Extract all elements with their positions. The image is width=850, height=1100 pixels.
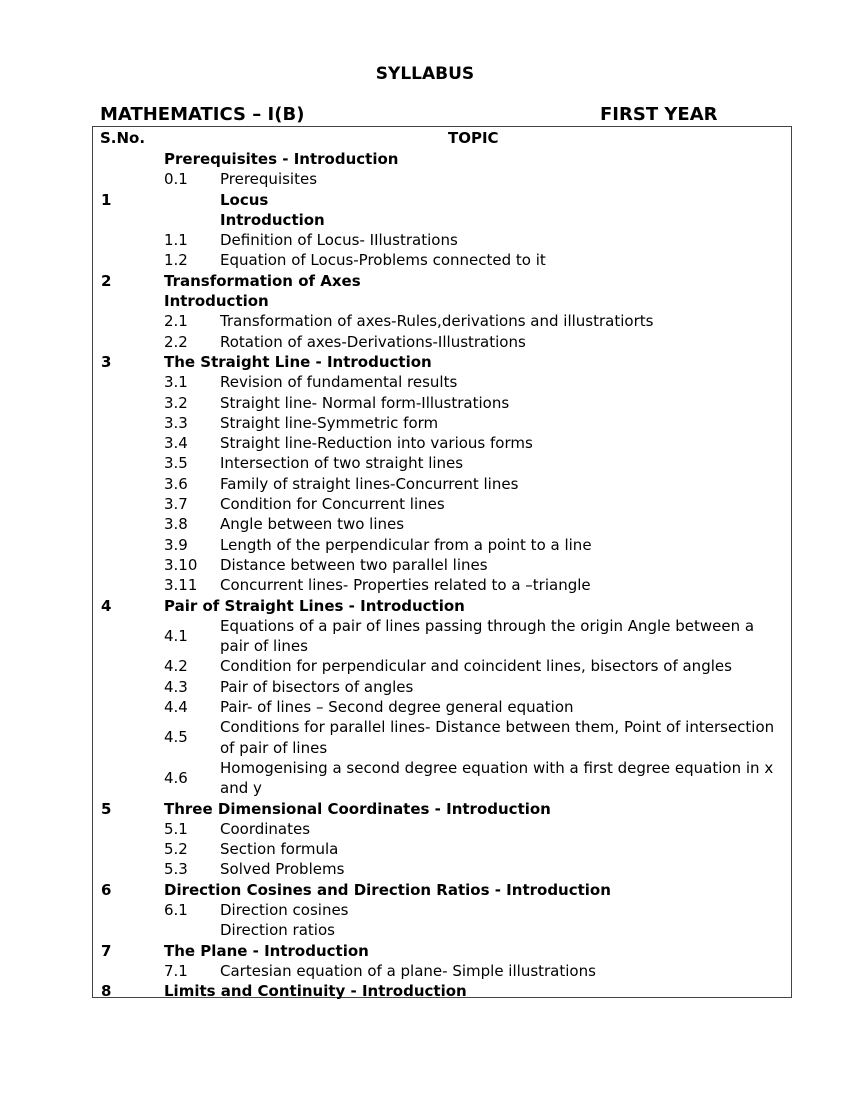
table-row: [93, 149, 791, 169]
topic-text: Equations of a pair of lines passing through the origin Angle between a pair of lines: [220, 616, 755, 656]
table-row: [93, 291, 791, 311]
table-row: [93, 169, 791, 189]
topic-number: 3.8: [164, 515, 188, 534]
section-number: 4: [101, 596, 112, 615]
topic-number: 3.5: [164, 454, 188, 473]
table-row: [93, 250, 791, 270]
topic-text: Pair- of lines – Second degree general equation: [220, 698, 574, 717]
year-label: FIRST YEAR: [600, 104, 718, 125]
section-heading: Introduction: [220, 210, 325, 229]
topic-text: Distance between two parallel lines: [220, 555, 488, 574]
table-row: [93, 190, 791, 210]
topic-number: 4.1: [164, 626, 188, 645]
section-heading: Limits and Continuity - Introduction: [164, 982, 467, 1001]
table-row: [93, 372, 791, 392]
topic-text: Angle between two lines: [220, 515, 405, 534]
topic-text: Rotation of axes-Derivations-Illustrations: [220, 332, 526, 351]
table-row: [93, 474, 791, 494]
table-row: [93, 433, 791, 453]
section-number: 3: [101, 352, 112, 371]
topic-number: 1.1: [164, 231, 188, 250]
topic-text: Concurrent lines- Properties related to a –triangle: [220, 576, 591, 595]
topic-text: Intersection of two straight lines: [220, 454, 464, 473]
topic-number: 1.2: [164, 251, 188, 270]
topic-number: 7.1: [164, 961, 188, 980]
topic-number: 5.3: [164, 860, 188, 879]
topic-number: 3.2: [164, 393, 188, 412]
table-row: [93, 880, 791, 900]
topic-text: Equation of Locus-Problems connected to it: [220, 251, 546, 270]
section-heading: Direction Cosines and Direction Ratios - Introduction: [164, 880, 611, 899]
topic-text: Length of the perpendicular from a point to a line: [220, 535, 592, 554]
section-number: 2: [101, 271, 112, 290]
table-row: [93, 596, 791, 616]
topic-number: 3.11: [164, 576, 198, 595]
topic-text: Condition for perpendicular and coincident lines, bisectors of angles: [220, 657, 732, 676]
table-row: [93, 941, 791, 961]
table-row: [93, 352, 791, 372]
section-heading: Three Dimensional Coordinates - Introduction: [164, 799, 551, 818]
subject-title: MATHEMATICS – I(B): [100, 104, 305, 125]
table-row: [93, 494, 791, 514]
column-header-topic: TOPIC: [448, 129, 499, 147]
topic-number: 0.1: [164, 170, 188, 189]
topic-number: 3.6: [164, 474, 188, 493]
table-row: [93, 920, 791, 940]
table-row: [93, 555, 791, 575]
table-row: [93, 332, 791, 352]
table-row: [93, 758, 791, 799]
topic-number: 2.2: [164, 332, 188, 351]
topic-text: Section formula: [220, 840, 339, 859]
table-row: [93, 677, 791, 697]
table-row: [93, 656, 791, 676]
topic-number: 3.3: [164, 413, 188, 432]
topic-text: Direction cosines: [220, 900, 349, 919]
section-heading: Pair of Straight Lines - Introduction: [164, 596, 465, 615]
topic-text: Transformation of axes-Rules,derivations and illustratiorts: [220, 312, 654, 331]
topic-text: Solved Problems: [220, 860, 345, 879]
section-heading: Locus: [220, 190, 269, 209]
table-row: [93, 697, 791, 717]
table-row: [93, 453, 791, 473]
table-row: [93, 799, 791, 819]
table-row: [93, 210, 791, 230]
topic-text: Condition for Concurrent lines: [220, 495, 445, 514]
topic-number: 5.2: [164, 840, 188, 859]
section-number: 5: [101, 799, 112, 818]
table-row: [93, 575, 791, 595]
topic-number: 4.6: [164, 768, 188, 787]
topic-number: 3.10: [164, 555, 198, 574]
table-row: [93, 393, 791, 413]
topic-text: Straight line-Reduction into various forms: [220, 434, 533, 453]
section-number: 8: [101, 982, 112, 1001]
topic-number: 4.4: [164, 698, 188, 717]
topic-text: Prerequisites: [220, 170, 318, 189]
table-row: [93, 535, 791, 555]
topic-text: Revision of fundamental results: [220, 373, 458, 392]
section-heading: Introduction: [164, 292, 269, 311]
topic-number: 3.4: [164, 434, 188, 453]
table-body: [93, 149, 791, 1001]
table-row: [93, 717, 791, 758]
section-heading: Transformation of Axes: [164, 271, 361, 290]
section-heading: Prerequisites - Introduction: [164, 150, 399, 168]
topic-text: Conditions for parallel lines- Distance between them, Point of intersection of pair of lines: [220, 718, 775, 757]
table-row: [93, 981, 791, 1001]
table-row: [93, 311, 791, 331]
topic-text: Straight line-Symmetric form: [220, 413, 439, 432]
topic-number: 2.1: [164, 312, 188, 331]
table-row: [93, 230, 791, 250]
section-heading: The Straight Line - Introduction: [164, 352, 432, 371]
table-row: [93, 514, 791, 534]
topic-number: 4.5: [164, 728, 188, 747]
section-number: 7: [101, 941, 112, 960]
document-title: SYLLABUS: [375, 64, 475, 84]
topic-text: Coordinates: [220, 819, 311, 838]
topic-text: Cartesian equation of a plane- Simple illustrations: [220, 961, 596, 980]
topic-number: 4.2: [164, 657, 188, 676]
topic-number: 5.1: [164, 819, 188, 838]
section-number: 6: [101, 880, 112, 899]
table-row: [93, 900, 791, 920]
table-header: [93, 127, 791, 149]
topic-text: Family of straight lines-Concurrent lines: [220, 474, 519, 493]
table-row: [93, 819, 791, 839]
topic-number: 3.9: [164, 535, 188, 554]
topic-text: Direction ratios: [220, 921, 335, 940]
syllabus-table: [92, 126, 792, 1001]
topic-number: 4.3: [164, 677, 188, 696]
topic-text: Straight line- Normal form-Illustrations: [220, 393, 510, 412]
topic-text: Definition of Locus- IIlustrations: [220, 231, 458, 250]
section-heading: The Plane - Introduction: [164, 941, 369, 960]
topic-text: Pair of bisectors of angles: [220, 677, 414, 696]
table-row: [93, 271, 791, 291]
topic-number: 3.1: [164, 373, 188, 392]
table-row: [93, 839, 791, 859]
topic-number: 3.7: [164, 495, 188, 514]
table-row: [93, 616, 791, 657]
table-row: [93, 961, 791, 981]
topic-number: 6.1: [164, 900, 188, 919]
topic-text: Homogenising a second degree equation with a first degree equation in x and y: [220, 758, 774, 798]
section-number: 1: [101, 190, 112, 209]
table-row: [93, 859, 791, 879]
table-row: [93, 413, 791, 433]
column-header-sno: S.No.: [100, 129, 146, 147]
